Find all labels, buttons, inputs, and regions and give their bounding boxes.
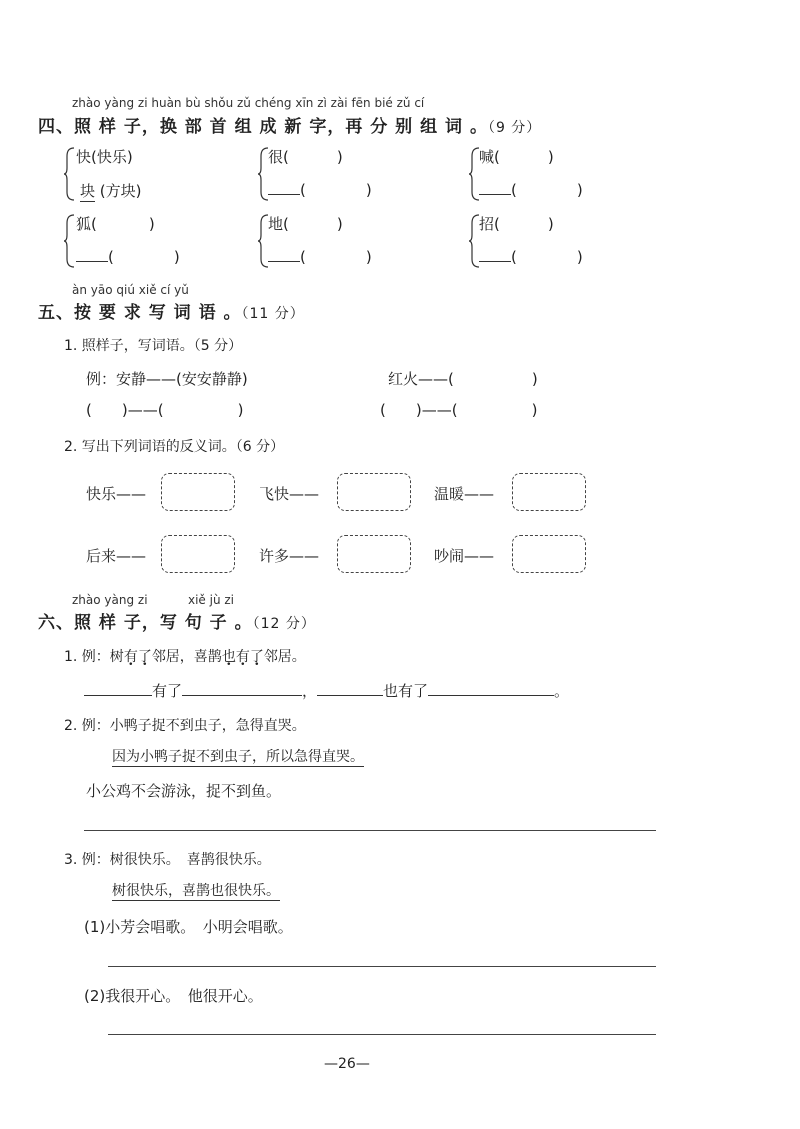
section4-title — [38, 112, 541, 137]
group5-top — [268, 213, 343, 234]
group6-top-text: 招( — [479, 215, 500, 233]
group4-top-end: ) — [148, 215, 155, 233]
right-open: ( — [380, 401, 386, 419]
group4-bottom-end: ) — [173, 248, 180, 266]
group4-bottom-paren: ( — [108, 248, 114, 266]
q1-blank-2[interactable] — [182, 681, 302, 696]
section5-pinyin: àn yāo qiú xiě cí yǔ — [72, 283, 189, 297]
antonym-word-5: 许多—— — [259, 547, 320, 565]
group3-top-end: ) — [547, 148, 554, 166]
group3-bottom[interactable] — [479, 180, 583, 199]
section6-title-text: 六、照 样 子，写 句 子 。 — [38, 613, 253, 633]
section5-q1-example: 例：安静——(安安静静) — [86, 370, 248, 388]
group5-bottom-end: ) — [365, 248, 372, 266]
section5-title-text: 五、按 要 求 写 词 语 。 — [38, 303, 242, 323]
group1-top-end: ) — [126, 148, 133, 166]
group5-bottom[interactable] — [268, 247, 372, 266]
section6-title — [38, 608, 316, 633]
q1-blank-3[interactable] — [317, 681, 383, 696]
q1-ex-you: 有 — [123, 649, 138, 665]
group3-bottom-end: ) — [576, 181, 583, 199]
q1-blank-4[interactable] — [428, 681, 554, 696]
antonym-box-5[interactable] — [337, 535, 411, 573]
antonym-word-1: 快乐—— — [86, 485, 147, 503]
q3-p1-answer-line[interactable] — [108, 966, 656, 967]
antonym-box-2[interactable] — [337, 473, 411, 511]
brace-icon — [64, 215, 76, 267]
group3-top-text: 喊( — [479, 148, 500, 166]
section5-title — [38, 298, 305, 323]
left-open: ( — [86, 401, 92, 419]
section6-q3-p1: (1)小芳会唱歌。 小明会唱歌。 — [84, 918, 293, 936]
section6-q2-example: 2. 例：小鸭子捉不到虫子，急得直哭。 — [64, 718, 306, 734]
group5-top-end: ) — [336, 215, 343, 233]
section5-q1-blank-left[interactable] — [86, 401, 243, 419]
section6-pinyin-b: xiě jù zi — [188, 593, 235, 607]
section5-score: （11 分） — [241, 306, 305, 322]
section6-pinyin-a: zhào yàng zi — [72, 593, 148, 607]
group2-bottom[interactable] — [268, 180, 372, 199]
q1-ex-mid: 邻居，喜鹊 — [151, 649, 222, 665]
q1-fill-comma: ， — [302, 682, 318, 700]
group6-top-end: ) — [547, 215, 554, 233]
antonym-box-3[interactable] — [512, 473, 586, 511]
section4-score: （9 分） — [487, 120, 542, 136]
right-dash: )——( — [415, 401, 458, 419]
section4-pinyin: zhào yàng zi huàn bù shǒu zǔ chéng xīn zì zài fēn bié zǔ cí — [72, 96, 425, 110]
group3-bottom-paren: ( — [511, 181, 517, 199]
antonym-box-4[interactable] — [161, 535, 235, 573]
brace-icon — [64, 148, 76, 200]
q1-fill-ye: 也有了 — [383, 682, 429, 700]
group3-blank[interactable] — [479, 180, 511, 195]
left-close: ) — [237, 401, 244, 419]
antonym-word-6: 吵闹—— — [434, 547, 495, 565]
group4-top — [76, 213, 155, 234]
group2-bottom-end: ) — [365, 181, 372, 199]
group2-bottom-paren: ( — [300, 181, 306, 199]
left-dash: )——( — [121, 401, 164, 419]
section6-q3-answer — [112, 880, 280, 900]
group1-bottom-char: 块 — [80, 182, 96, 200]
q1-blank-1[interactable] — [84, 681, 152, 696]
group2-top-end: ) — [336, 148, 343, 166]
group2-blank[interactable] — [268, 180, 300, 195]
section6-q1-example — [64, 646, 306, 666]
section5-q1-label: 1. 照样子，写词语。（5 分） — [64, 338, 243, 354]
section6-score: （12 分） — [252, 616, 316, 632]
section6-q1-fill[interactable] — [84, 680, 569, 701]
q2-answer-text: 因为小鸭子捉不到虫子，所以急得直哭。 — [112, 749, 364, 765]
group4-bottom[interactable] — [76, 247, 180, 266]
antonym-word-3: 温暖—— — [434, 485, 495, 503]
section5-q2-label: 2. 写出下列词语的反义词。（6 分） — [64, 439, 285, 455]
group6-blank[interactable] — [479, 247, 511, 262]
group6-bottom-paren: ( — [511, 248, 517, 266]
group6-top — [479, 213, 554, 234]
section5-q1-blank-right[interactable] — [380, 401, 537, 419]
right-close: ) — [531, 401, 538, 419]
group5-top-text: 地( — [268, 215, 289, 233]
group2-top — [268, 146, 343, 167]
redfire-text: 红火——( — [388, 370, 454, 388]
q1-ex-end: 邻居。 — [263, 649, 306, 665]
redfire-close: ) — [531, 370, 538, 388]
antonym-word-2: 飞快—— — [259, 485, 320, 503]
section5-q1-redfire[interactable] — [388, 368, 538, 389]
q1-ex-you2: 有 — [235, 649, 250, 665]
section4-title-text: 四、照 样 子，换 部 首 组 成 新 字，再 分 别 组 词 。 — [38, 117, 488, 137]
group5-blank[interactable] — [268, 247, 300, 262]
q1-ex-prefix: 1. 例：树 — [64, 649, 124, 665]
antonym-word-4: 后来—— — [86, 547, 147, 565]
q1-fill-you: 有了 — [152, 682, 183, 700]
q1-ex-ye: 也 — [221, 649, 236, 665]
group1-top-text: 快(快乐 — [76, 148, 127, 166]
group4-blank[interactable] — [76, 247, 108, 262]
q1-fill-period: 。 — [554, 682, 570, 700]
group1-bottom-word: (方块) — [99, 182, 142, 200]
antonym-box-6[interactable] — [512, 535, 586, 573]
group6-bottom-end: ) — [576, 248, 583, 266]
q3-p2-answer-line[interactable] — [108, 1034, 656, 1035]
group1-top — [76, 146, 133, 167]
section6-q2-prompt: 小公鸡不会游泳，捉不到鱼。 — [86, 782, 282, 800]
q1-ex-le2: 了 — [249, 649, 264, 665]
group3-top — [479, 146, 554, 167]
section6-q3-p2: (2)我很开心。 他很开心。 — [84, 987, 263, 1005]
antonym-box-1[interactable] — [161, 473, 235, 511]
page-number: —26— — [324, 1056, 370, 1072]
group4-top-text: 狐( — [76, 215, 97, 233]
q2-answer-line[interactable] — [84, 830, 656, 831]
group5-bottom-paren: ( — [300, 248, 306, 266]
section6-q2-answer — [112, 746, 364, 766]
section6-q3-example: 3. 例：树很快乐。 喜鹊很快乐。 — [64, 852, 271, 868]
group2-top-text: 很( — [268, 148, 289, 166]
q3-answer-text: 树很快乐，喜鹊也很快乐。 — [112, 883, 280, 899]
group6-bottom[interactable] — [479, 247, 583, 266]
q1-ex-le: 了 — [137, 649, 152, 665]
group1-bottom — [80, 180, 142, 201]
